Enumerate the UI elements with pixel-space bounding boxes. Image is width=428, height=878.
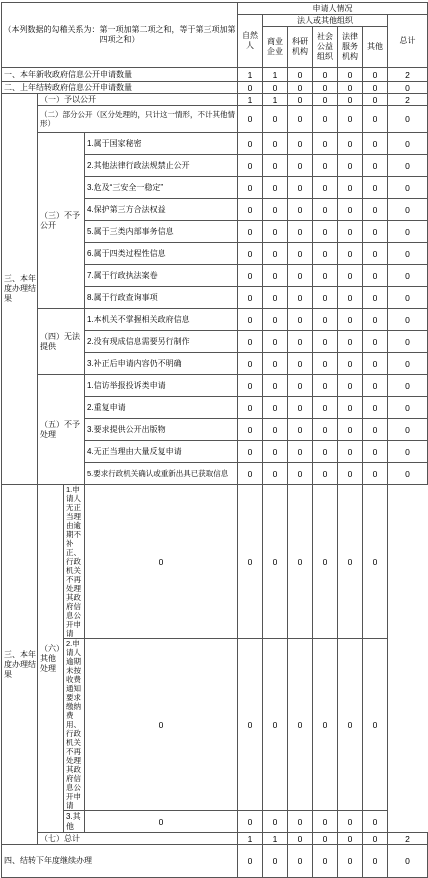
value-cell: 0: [313, 94, 338, 106]
value-cell: 0: [338, 463, 363, 485]
value-cell: 0: [288, 833, 313, 845]
value-cell: 0: [388, 419, 428, 441]
value-cell: 0: [263, 441, 288, 463]
subgroup-withheld: （三）不予公开: [38, 133, 85, 309]
value-cell: 0: [363, 309, 388, 331]
value-cell: 0: [288, 331, 313, 353]
item-label: 7.属于行政执法案卷: [85, 265, 238, 287]
value-cell: 1: [263, 833, 288, 845]
value-cell: 0: [263, 199, 288, 221]
value-cell: 0: [238, 639, 263, 811]
value-cell: 0: [288, 419, 313, 441]
value-cell: 0: [263, 177, 288, 199]
value-cell: 0: [338, 331, 363, 353]
value-cell: 0: [263, 811, 288, 833]
value-cell: 0: [238, 106, 263, 133]
value-cell: 0: [388, 441, 428, 463]
value-cell: 0: [388, 397, 428, 419]
value-cell: 0: [263, 397, 288, 419]
value-cell: 0: [363, 94, 388, 106]
value-cell: 0: [288, 375, 313, 397]
value-cell: 0: [338, 177, 363, 199]
value-cell: 0: [313, 833, 338, 845]
value-cell: 0: [363, 375, 388, 397]
header-legal-org: 法人或其他组织: [263, 15, 388, 27]
value-cell: 0: [363, 155, 388, 177]
value-cell: 0: [338, 397, 363, 419]
header-other: 其他: [363, 27, 388, 68]
value-cell: 0: [288, 133, 313, 155]
value-cell: 0: [238, 463, 263, 485]
item-label: 3.要求提供公开出版物: [85, 419, 238, 441]
value-cell: 0: [388, 845, 428, 878]
value-cell: 0: [363, 265, 388, 287]
value-cell: 0: [338, 199, 363, 221]
value-cell: 0: [288, 177, 313, 199]
value-cell: 2: [388, 68, 428, 82]
value-cell: 0: [238, 82, 263, 94]
value-cell: 0: [313, 243, 338, 265]
value-cell: 0: [238, 265, 263, 287]
value-cell: 0: [338, 441, 363, 463]
value-cell: 0: [338, 833, 363, 845]
value-cell: 0: [288, 309, 313, 331]
value-cell: 0: [288, 463, 313, 485]
value-cell: 0: [288, 845, 313, 878]
section-label: 一、本年新收政府信息公开申请数量: [2, 68, 238, 82]
table-row: [2, 833, 428, 845]
table-row: [2, 82, 428, 94]
value-cell: 0: [338, 811, 363, 833]
value-cell: 0: [388, 265, 428, 287]
value-cell: 0: [313, 485, 338, 639]
value-cell: 0: [313, 287, 338, 309]
value-cell: 0: [238, 287, 263, 309]
value-cell: 0: [363, 331, 388, 353]
item-label: 3.其他: [64, 811, 85, 833]
item-label: 3.危及“三安全一稳定”: [85, 177, 238, 199]
item-label: （七）总计: [38, 833, 238, 845]
value-cell: 0: [388, 243, 428, 265]
value-cell: 0: [288, 94, 313, 106]
value-cell: 0: [313, 375, 338, 397]
table-row: [2, 106, 428, 133]
value-cell: 0: [263, 221, 288, 243]
value-cell: 0: [313, 199, 338, 221]
value-cell: 0: [238, 419, 263, 441]
value-cell: 0: [338, 419, 363, 441]
value-cell: 0: [288, 155, 313, 177]
value-cell: 0: [263, 331, 288, 353]
value-cell: 0: [363, 353, 388, 375]
value-cell: 0: [288, 68, 313, 82]
value-cell: 0: [388, 133, 428, 155]
header-social-welfare: 社会公益组织: [313, 27, 338, 68]
value-cell: 0: [313, 845, 338, 878]
value-cell: 0: [313, 639, 338, 811]
table-row: [2, 639, 428, 811]
table-row: [2, 68, 428, 82]
value-cell: 0: [363, 221, 388, 243]
value-cell: 0: [338, 94, 363, 106]
value-cell: 0: [288, 811, 313, 833]
value-cell: 0: [388, 309, 428, 331]
table-row: [2, 94, 428, 106]
value-cell: 0: [363, 177, 388, 199]
header-business: 商业企业: [263, 27, 288, 68]
value-cell: 0: [338, 106, 363, 133]
header-natural-person: 自然人: [238, 15, 263, 68]
value-cell: 0: [363, 485, 388, 639]
group-label-result-cont: 三、本年度办理结果: [2, 485, 38, 845]
value-cell: 0: [363, 463, 388, 485]
value-cell: 0: [313, 265, 338, 287]
value-cell: 0: [288, 265, 313, 287]
value-cell: 0: [363, 133, 388, 155]
value-cell: 0: [338, 353, 363, 375]
header-research: 科研机构: [288, 27, 313, 68]
value-cell: 0: [238, 811, 263, 833]
value-cell: 0: [288, 82, 313, 94]
value-cell: 0: [313, 331, 338, 353]
value-cell: 0: [388, 155, 428, 177]
value-cell: 0: [238, 353, 263, 375]
item-label: 1.信访举报投诉类申请: [85, 375, 238, 397]
value-cell: 2: [388, 833, 428, 845]
value-cell: 0: [388, 375, 428, 397]
value-cell: 0: [313, 353, 338, 375]
value-cell: 0: [263, 82, 288, 94]
value-cell: 0: [313, 106, 338, 133]
value-cell: 0: [263, 265, 288, 287]
value-cell: 0: [363, 397, 388, 419]
value-cell: 0: [338, 221, 363, 243]
value-cell: 0: [288, 221, 313, 243]
value-cell: 0: [388, 199, 428, 221]
value-cell: 0: [263, 485, 288, 639]
disclosure-statistics-table: [1, 2, 428, 878]
value-cell: 0: [338, 639, 363, 811]
value-cell: 0: [313, 397, 338, 419]
group-label-result: 三、本年度办理结果: [2, 94, 38, 485]
value-cell: 0: [288, 243, 313, 265]
value-cell: 0: [238, 441, 263, 463]
item-label: 2.没有现成信息需要另行制作: [85, 331, 238, 353]
value-cell: 0: [263, 639, 288, 811]
value-cell: 0: [388, 82, 428, 94]
item-label: 6.属于四类过程性信息: [85, 243, 238, 265]
value-cell: 0: [338, 287, 363, 309]
value-cell: 0: [313, 155, 338, 177]
value-cell: 0: [263, 243, 288, 265]
value-cell: 0: [313, 441, 338, 463]
subgroup-other-processing: （六）其他处理: [38, 485, 64, 833]
value-cell: 0: [85, 485, 238, 639]
value-cell: 0: [338, 375, 363, 397]
value-cell: 0: [238, 199, 263, 221]
value-cell: 0: [313, 133, 338, 155]
table-row: [2, 309, 428, 331]
item-label: 2.申请人逾期未按收费通知要求缴纳费用、行政机关不再处理其政府信息公开申请: [64, 639, 85, 811]
table-row: [2, 485, 428, 639]
value-cell: 0: [238, 221, 263, 243]
value-cell: 0: [288, 397, 313, 419]
value-cell: 1: [263, 94, 288, 106]
value-cell: 0: [338, 243, 363, 265]
value-cell: 0: [338, 265, 363, 287]
table-row: [2, 375, 428, 397]
header-legal-service: 法律服务机构: [338, 27, 363, 68]
table-row: [2, 811, 428, 833]
value-cell: 0: [338, 845, 363, 878]
item-label: 2.重复申请: [85, 397, 238, 419]
value-cell: 0: [363, 106, 388, 133]
value-cell: 0: [338, 82, 363, 94]
value-cell: 0: [238, 375, 263, 397]
value-cell: 0: [313, 82, 338, 94]
value-cell: 0: [363, 287, 388, 309]
table-row: [2, 133, 428, 155]
item-label: 5.属于三类内部事务信息: [85, 221, 238, 243]
value-cell: 0: [363, 82, 388, 94]
value-cell: 0: [388, 331, 428, 353]
value-cell: 0: [338, 309, 363, 331]
value-cell: 0: [313, 811, 338, 833]
item-label: 4.保护第三方合法权益: [85, 199, 238, 221]
item-label: （二）部分公开（区分处理的，只计这一情形，不计其他情形）: [38, 106, 238, 133]
item-label: 3.补正后申请内容仍不明确: [85, 353, 238, 375]
item-label: 1.属于国家秘密: [85, 133, 238, 155]
value-cell: 0: [238, 309, 263, 331]
value-cell: 0: [313, 419, 338, 441]
value-cell: 2: [388, 94, 428, 106]
value-cell: 0: [288, 485, 313, 639]
value-cell: 0: [388, 353, 428, 375]
value-cell: 0: [388, 287, 428, 309]
value-cell: 1: [238, 833, 263, 845]
value-cell: 0: [263, 133, 288, 155]
value-cell: 0: [238, 845, 263, 878]
subgroup-unprocessed: （五）不予处理: [38, 375, 85, 485]
value-cell: 0: [363, 419, 388, 441]
value-cell: 0: [263, 106, 288, 133]
value-cell: 0: [338, 133, 363, 155]
value-cell: 0: [313, 309, 338, 331]
value-cell: 0: [238, 397, 263, 419]
value-cell: 0: [363, 199, 388, 221]
value-cell: 0: [388, 463, 428, 485]
value-cell: 0: [363, 243, 388, 265]
value-cell: 0: [238, 331, 263, 353]
value-cell: 0: [388, 221, 428, 243]
value-cell: 0: [363, 811, 388, 833]
value-cell: 0: [288, 441, 313, 463]
value-cell: 0: [313, 463, 338, 485]
value-cell: 0: [288, 639, 313, 811]
value-cell: 0: [238, 155, 263, 177]
item-label: 1.本机关不掌握相关政府信息: [85, 309, 238, 331]
item-label: 1.申请人无正当理由逾期不补正、行政机关不再处理其政府信息公开申请: [64, 485, 85, 639]
value-cell: 1: [238, 94, 263, 106]
value-cell: 0: [363, 845, 388, 878]
section-label: 四、结转下年度继续办理: [2, 845, 238, 878]
value-cell: 1: [263, 68, 288, 82]
item-label: 4.无正当理由大量反复申请: [85, 441, 238, 463]
value-cell: 0: [313, 68, 338, 82]
value-cell: 0: [263, 463, 288, 485]
item-label: 8.属于行政查询事项: [85, 287, 238, 309]
value-cell: 0: [363, 639, 388, 811]
value-cell: 0: [263, 845, 288, 878]
value-cell: 0: [288, 287, 313, 309]
value-cell: 0: [238, 485, 263, 639]
header-applicant: 申请人情况: [238, 3, 428, 15]
item-label: 5.要求行政机关确认或重新出具已获取信息: [85, 463, 238, 485]
value-cell: 0: [263, 353, 288, 375]
value-cell: 0: [263, 287, 288, 309]
value-cell: 0: [85, 811, 238, 833]
value-cell: 0: [338, 68, 363, 82]
value-cell: 0: [263, 375, 288, 397]
item-label: （一）予以公开: [38, 94, 238, 106]
value-cell: 0: [338, 155, 363, 177]
value-cell: 0: [263, 419, 288, 441]
value-cell: 0: [313, 221, 338, 243]
header-note: （本列数据的勾稽关系为：第一项加第二项之和，等于第三项加第四项之和）: [2, 3, 238, 68]
value-cell: 0: [363, 441, 388, 463]
value-cell: 0: [388, 106, 428, 133]
value-cell: 0: [313, 177, 338, 199]
value-cell: 0: [85, 639, 238, 811]
value-cell: 0: [363, 68, 388, 82]
table-row: [2, 845, 428, 878]
value-cell: 0: [288, 199, 313, 221]
value-cell: 0: [388, 177, 428, 199]
value-cell: 1: [238, 68, 263, 82]
value-cell: 0: [288, 353, 313, 375]
subgroup-unable: （四）无法提供: [38, 309, 85, 375]
item-label: 2.其他法律行政法规禁止公开: [85, 155, 238, 177]
value-cell: 0: [263, 309, 288, 331]
value-cell: 0: [263, 155, 288, 177]
value-cell: 0: [338, 485, 363, 639]
value-cell: 0: [363, 833, 388, 845]
value-cell: 0: [238, 243, 263, 265]
value-cell: 0: [238, 177, 263, 199]
value-cell: 0: [288, 106, 313, 133]
value-cell: 0: [238, 133, 263, 155]
header-total: 总计: [388, 15, 428, 68]
section-label: 二、上年结转政府信息公开申请数量: [2, 82, 238, 94]
